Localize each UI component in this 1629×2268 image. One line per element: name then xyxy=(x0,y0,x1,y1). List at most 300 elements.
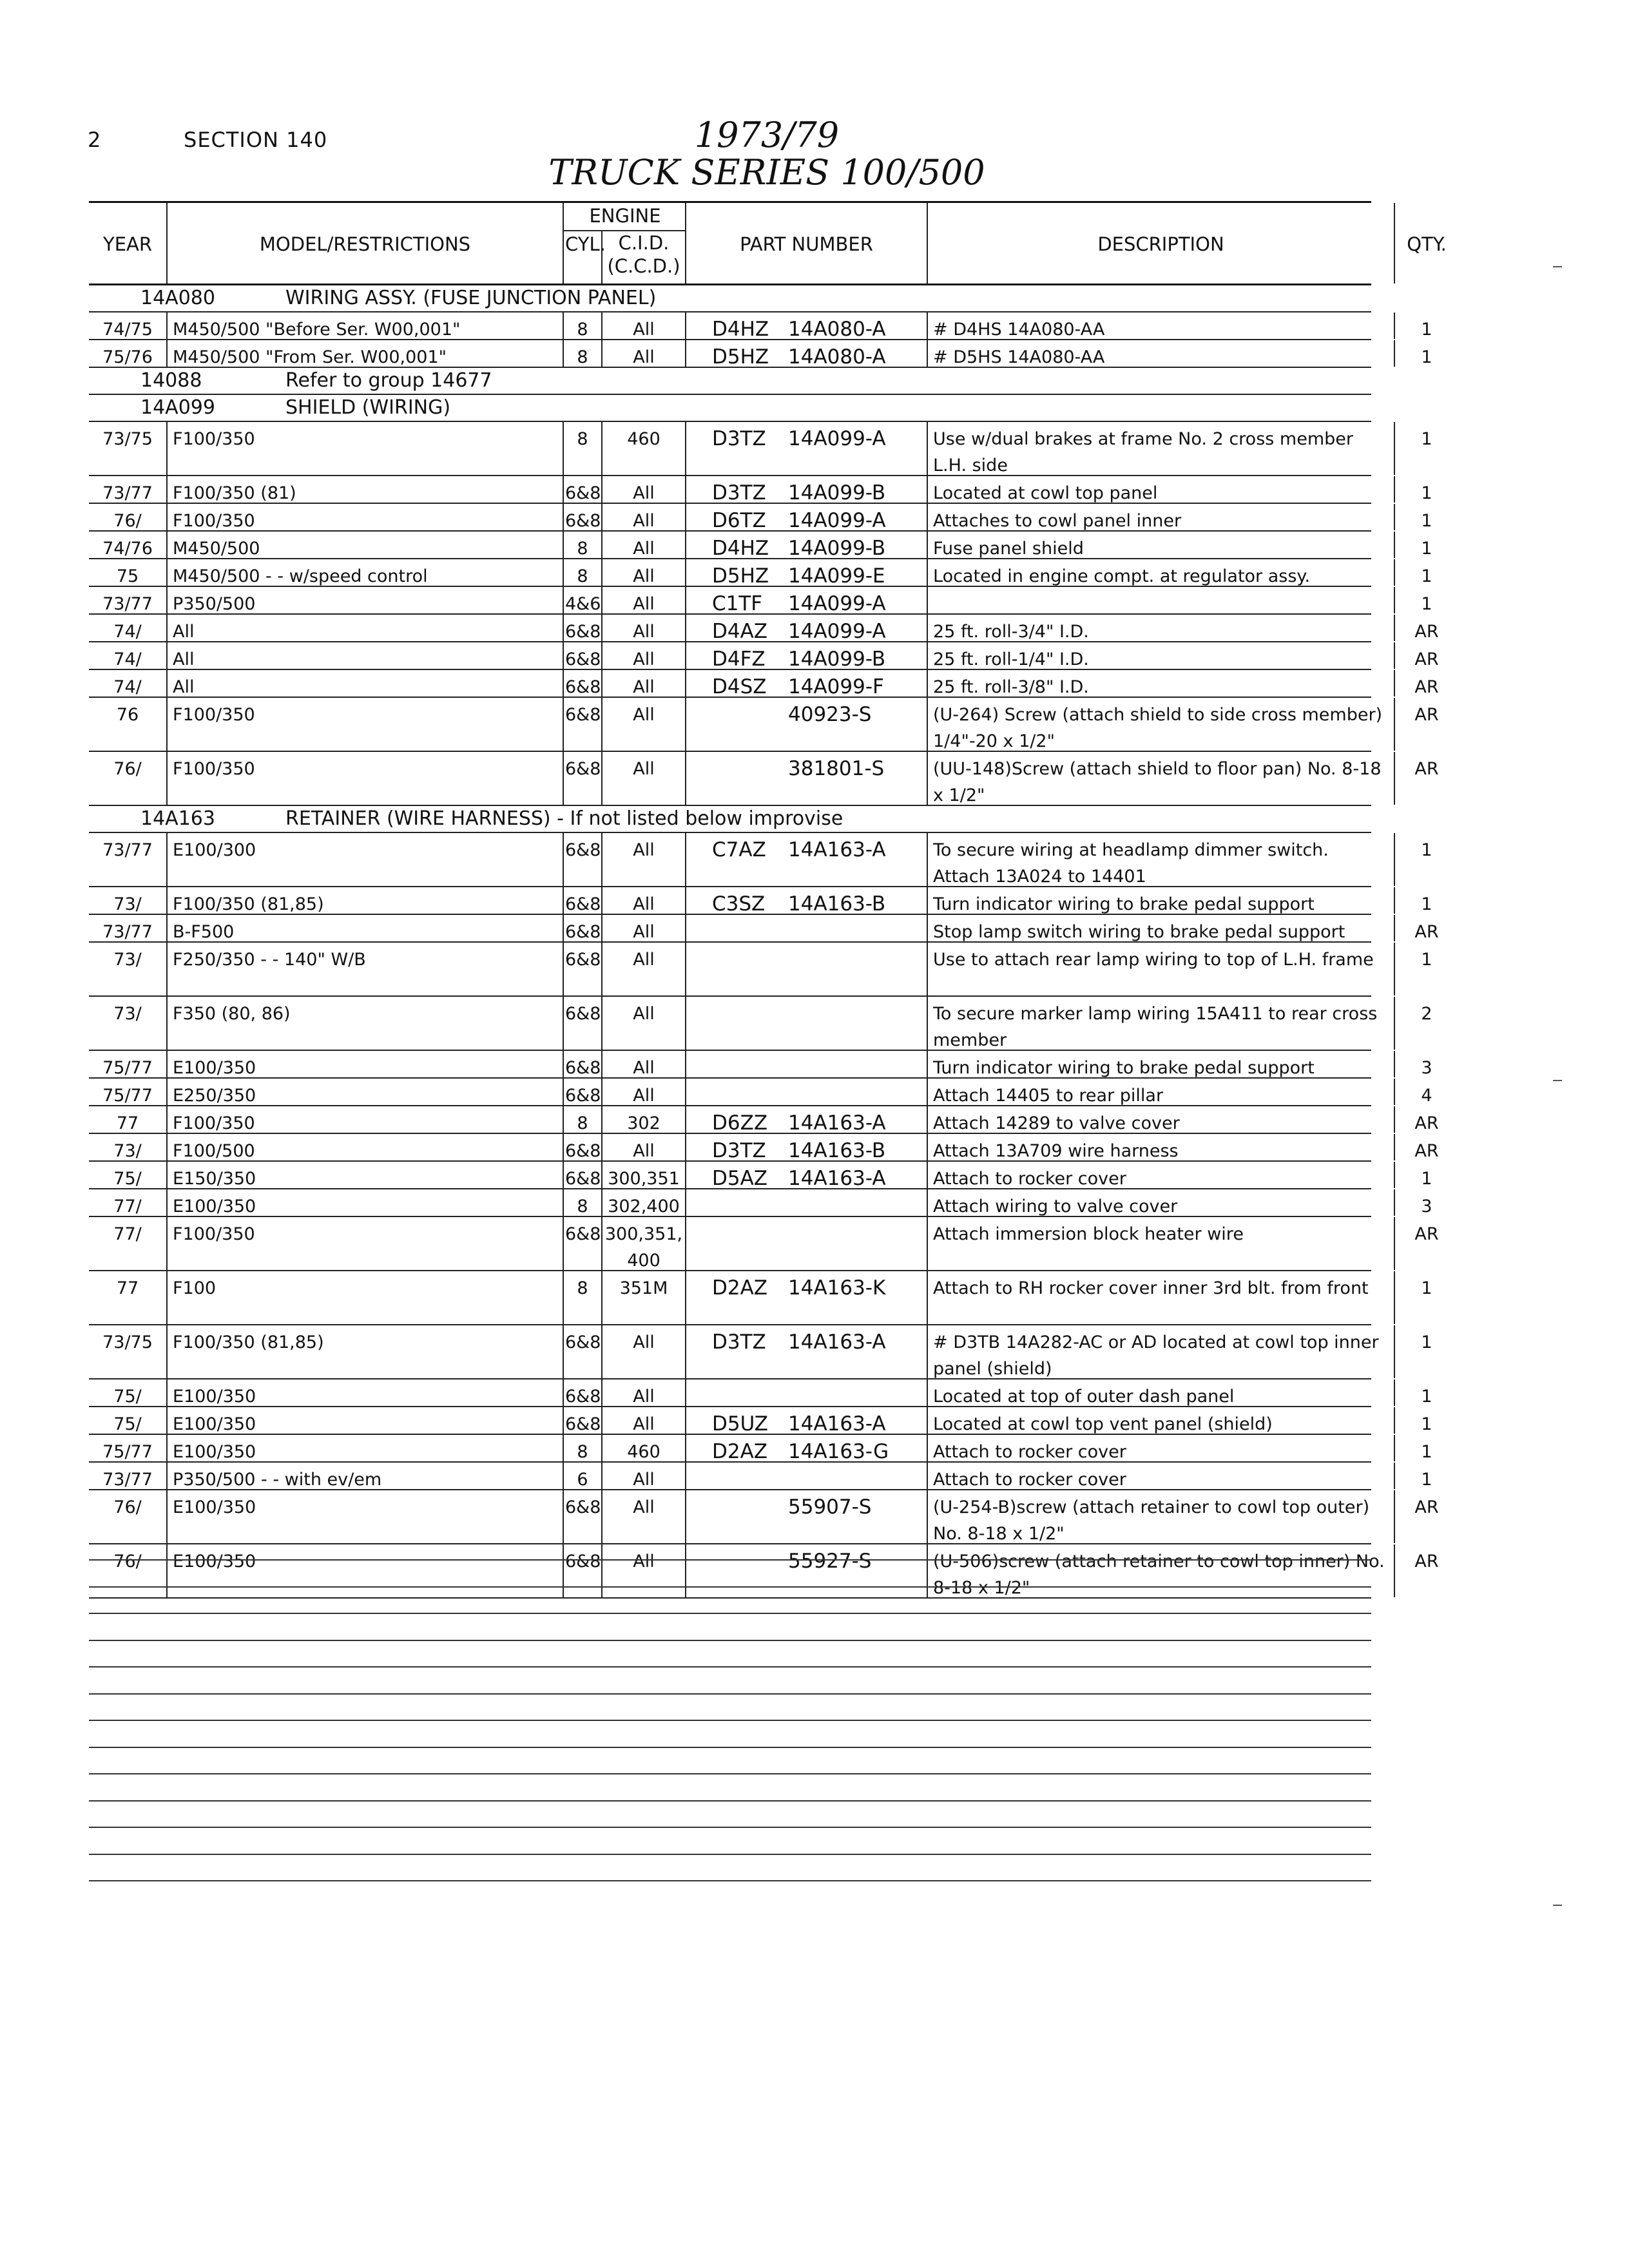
row-part-number: 40923-S xyxy=(788,703,872,726)
row-part-number xyxy=(782,943,927,995)
ruled-line xyxy=(89,1640,1371,1641)
row-code: D4HZ xyxy=(685,312,782,339)
table-body xyxy=(89,285,1439,1599)
row-cyl: 6&8 xyxy=(563,833,601,886)
row-cid: 351M xyxy=(601,1271,685,1324)
row-cid: 300,351, 400 xyxy=(601,1217,685,1270)
row-qty: AR xyxy=(1394,1544,1458,1597)
row-year: 74/ xyxy=(113,622,142,642)
row-model: E150/350 xyxy=(166,1162,563,1188)
row-part-number: 14A163-B xyxy=(788,892,886,916)
row-description: Attach to RH rocker cover inner 3rd blt. from front xyxy=(927,1271,1394,1324)
row-code xyxy=(685,1217,782,1270)
row-cyl: 8 xyxy=(563,422,601,475)
row-year: 77 xyxy=(116,1113,139,1133)
group-title: SHIELD (WIRING) xyxy=(285,396,451,419)
row-model: F100/350 (81,85) xyxy=(166,1325,563,1378)
row-year: 73/77 xyxy=(102,594,153,614)
row-cid: All xyxy=(601,1463,685,1489)
row-year: 73/77 xyxy=(102,922,153,942)
table-row xyxy=(89,1435,1432,1463)
row-part-number xyxy=(782,1051,927,1077)
row-cid: All xyxy=(601,1544,685,1597)
row-model: P350/500 xyxy=(166,587,563,613)
row-code xyxy=(685,997,782,1050)
row-model: F100/500 xyxy=(166,1134,563,1160)
row-qty: 1 xyxy=(1394,504,1458,530)
row-model: M450/500 "Before Ser. W00,001" xyxy=(166,312,563,339)
row-part-number: 14A099-A xyxy=(788,509,886,532)
row-part-number: 14A099-B xyxy=(788,648,886,671)
row-code: D2AZ xyxy=(685,1435,782,1461)
table-row xyxy=(89,1106,1439,1135)
row-model: F100 xyxy=(166,1271,563,1324)
row-model: All xyxy=(166,670,563,697)
row-year: 77 xyxy=(116,1278,139,1298)
row-model: F100/350 xyxy=(166,752,563,805)
row-cid: All xyxy=(601,559,685,586)
row-model: E100/350 xyxy=(166,1379,563,1406)
row-qty: 1 xyxy=(1394,1162,1458,1188)
row-qty: 1 xyxy=(1394,1407,1458,1434)
ruled-line xyxy=(89,1693,1371,1695)
ruled-line xyxy=(89,1880,1371,1881)
row-model: E100/350 xyxy=(166,1189,563,1216)
table-row xyxy=(89,1189,1432,1217)
row-cid: All xyxy=(601,1407,685,1434)
row-description: (U-506)screw (attach retainer to cowl top inner) No. 8-18 x 1/2" xyxy=(927,1544,1394,1597)
row-description: Use to attach rear lamp wiring to top of L.H. frame xyxy=(927,943,1394,995)
row-cid: All xyxy=(601,1051,685,1077)
ruled-line xyxy=(89,1559,1371,1561)
group-header xyxy=(89,285,1371,312)
row-part-number: 14A163-A xyxy=(788,838,886,861)
row-description: Attach wiring to valve cover xyxy=(927,1189,1394,1216)
row-cid: 460 xyxy=(601,1435,685,1461)
row-part-number xyxy=(782,1217,927,1270)
table-row xyxy=(89,1325,1432,1379)
row-code: D5AZ xyxy=(685,1162,782,1188)
row-cyl: 6&8 xyxy=(563,642,601,669)
row-qty: 1 xyxy=(1394,943,1458,995)
row-year: 75 xyxy=(116,566,139,586)
row-year: 76/ xyxy=(113,511,142,531)
table-row xyxy=(89,1051,1432,1079)
row-description: # D4HS 14A080-AA xyxy=(927,312,1394,339)
row-model: M450/500 - - w/speed control xyxy=(166,559,563,586)
row-model: E100/300 xyxy=(166,833,563,886)
row-description: (U-254-B)screw (attach retainer to cowl top outer) No. 8-18 x 1/2" xyxy=(927,1490,1394,1543)
row-code xyxy=(685,915,782,941)
row-code: D5HZ xyxy=(685,559,782,586)
row-description: To secure wiring at headlamp dimmer switch. Attach 13A024 to 14401 xyxy=(927,833,1394,886)
row-cyl: 6&8 xyxy=(563,1325,601,1378)
row-part-number xyxy=(782,1379,927,1406)
row-part-number: 14A080-A xyxy=(788,345,886,369)
row-description: To secure marker lamp wiring 15A411 to rear cross member xyxy=(927,997,1394,1050)
row-code: D4SZ xyxy=(685,670,782,697)
table-row xyxy=(89,587,1432,615)
row-description: 25 ft. roll-3/4" I.D. xyxy=(927,615,1394,641)
ruled-line xyxy=(89,1666,1371,1667)
row-description: Attach 14405 to rear pillar xyxy=(927,1079,1394,1105)
row-description: Located at cowl top vent panel (shield) xyxy=(927,1407,1394,1434)
row-qty: 2 xyxy=(1394,997,1458,1050)
row-code: D4HZ xyxy=(685,532,782,558)
row-qty: AR xyxy=(1394,642,1458,669)
row-qty: 3 xyxy=(1394,1051,1458,1077)
row-model: E100/350 xyxy=(166,1490,563,1543)
margin-mark xyxy=(1553,1905,1562,1906)
row-cyl: 6&8 xyxy=(563,1051,601,1077)
row-cyl: 6&8 xyxy=(563,615,601,641)
row-cyl: 6&8 xyxy=(563,504,601,530)
row-code: D6ZZ xyxy=(685,1106,782,1133)
header-engine: ENGINE xyxy=(563,203,686,231)
row-qty: AR xyxy=(1394,670,1458,697)
row-model: All xyxy=(166,642,563,669)
table-row xyxy=(89,833,1432,887)
table-row xyxy=(89,1271,1432,1325)
row-description: Attach immersion block heater wire xyxy=(927,1217,1394,1270)
row-cyl: 6&8 xyxy=(563,698,601,751)
row-cid: 302,400 xyxy=(601,1189,685,1216)
row-cid: All xyxy=(601,670,685,697)
row-code xyxy=(685,1490,782,1543)
row-cid: All xyxy=(601,340,685,367)
row-model: M450/500 xyxy=(166,532,563,558)
title-series: TRUCK SERIES 100/500 xyxy=(548,152,985,193)
row-part-number: 14A099-B xyxy=(788,481,886,505)
row-year: 76/ xyxy=(113,759,142,779)
row-model: B-F500 xyxy=(166,915,563,941)
row-qty: 1 xyxy=(1394,587,1458,613)
row-model: F100/350 xyxy=(166,504,563,530)
row-qty: 1 xyxy=(1394,1463,1458,1489)
row-code: D4FZ xyxy=(685,642,782,669)
row-model: M450/500 "From Ser. W00,001" xyxy=(166,340,563,367)
row-description: (UU-148)Screw (attach shield to floor pan) No. 8-18 x 1/2" xyxy=(927,752,1394,805)
header-part-number: PART NUMBER xyxy=(685,203,927,284)
row-year: 73/77 xyxy=(102,840,153,860)
row-cid: All xyxy=(601,833,685,886)
row-year: 75/ xyxy=(113,1387,142,1407)
page-number: 2 xyxy=(88,128,102,152)
row-cyl: 6&8 xyxy=(563,915,601,941)
row-cid: All xyxy=(601,615,685,641)
row-part-number xyxy=(782,1463,927,1489)
row-cid: All xyxy=(601,587,685,613)
row-code xyxy=(685,1463,782,1489)
row-year: 77/ xyxy=(113,1196,142,1216)
table-row xyxy=(89,559,1432,588)
header-ccd-label: (C.C.D.) xyxy=(607,255,680,277)
row-description: # D3TB 14A282-AC or AD located at cowl top inner panel (shield) xyxy=(927,1325,1394,1378)
row-cid: 460 xyxy=(601,422,685,475)
group-title: Refer to group 14677 xyxy=(285,369,492,392)
row-model: F100/350 xyxy=(166,1106,563,1133)
row-code xyxy=(685,943,782,995)
row-year: 73/77 xyxy=(102,483,153,503)
row-year: 75/76 xyxy=(102,347,153,367)
row-part-number: 14A163-A xyxy=(788,1111,886,1135)
group-number: 14A163 xyxy=(140,807,215,830)
row-description: Attach to rocker cover xyxy=(927,1435,1394,1461)
row-year: 73/77 xyxy=(102,1470,153,1490)
row-model: F100/350 (81) xyxy=(166,476,563,503)
group-number: 14088 xyxy=(140,369,202,392)
row-code: D5HZ xyxy=(685,340,782,367)
row-cyl: 8 xyxy=(563,1189,601,1216)
row-cyl: 8 xyxy=(563,312,601,339)
row-cyl: 6&8 xyxy=(563,943,601,995)
row-year: 74/76 xyxy=(102,539,153,559)
row-code: C7AZ xyxy=(685,833,782,886)
row-cyl: 6&8 xyxy=(563,752,601,805)
row-qty: AR xyxy=(1394,915,1458,941)
ruled-line xyxy=(89,1773,1371,1774)
title-years: 1973/79 xyxy=(694,115,840,155)
row-part-number: 14A099-A xyxy=(788,427,886,450)
margin-mark xyxy=(1553,266,1562,267)
row-qty: 1 xyxy=(1394,1379,1458,1406)
row-description: (U-264) Screw (attach shield to side cross member) 1/4"-20 x 1/2" xyxy=(927,698,1394,751)
row-description: Turn indicator wiring to brake pedal support xyxy=(927,1051,1394,1077)
row-cyl: 8 xyxy=(563,340,601,367)
row-cid: 300,351 xyxy=(601,1162,685,1188)
row-code: D3TZ xyxy=(685,422,782,475)
row-year: 73/ xyxy=(113,1004,142,1024)
row-part-number: 14A099-B xyxy=(788,537,886,560)
row-year: 74/75 xyxy=(102,320,153,340)
row-part-number: 14A099-E xyxy=(788,564,885,588)
row-qty: AR xyxy=(1394,1106,1458,1133)
parts-table xyxy=(89,201,1447,1599)
row-code xyxy=(685,1079,782,1105)
row-model: E250/350 xyxy=(166,1079,563,1105)
row-code: C3SZ xyxy=(685,887,782,914)
row-qty: 1 xyxy=(1394,833,1458,886)
row-cid: All xyxy=(601,312,685,339)
row-qty: 1 xyxy=(1394,559,1458,586)
row-cid: All xyxy=(601,997,685,1050)
ruled-line xyxy=(89,1854,1371,1855)
row-part-number: 14A080-A xyxy=(788,318,886,341)
row-qty: 1 xyxy=(1394,887,1458,914)
table-row xyxy=(89,915,1439,943)
row-model: P350/500 - - with ev/em xyxy=(166,1463,563,1489)
row-description: Use w/dual brakes at frame No. 2 cross member L.H. side xyxy=(927,422,1394,475)
row-part-number: 55907-S xyxy=(788,1495,872,1519)
header-cyl: CYL. xyxy=(563,230,601,284)
row-cyl: 6&8 xyxy=(563,1490,601,1543)
row-cid: All xyxy=(601,476,685,503)
row-year: 76/ xyxy=(113,1552,142,1571)
row-cyl: 6&8 xyxy=(563,887,601,914)
table-row xyxy=(89,1217,1439,1271)
row-part-number: 55927-S xyxy=(788,1550,872,1573)
row-part-number: 14A163-A xyxy=(788,1331,886,1354)
row-year: 75/77 xyxy=(102,1442,153,1462)
group-number: 14A080 xyxy=(140,287,215,309)
row-description: # D5HS 14A080-AA xyxy=(927,340,1394,367)
row-qty: 1 xyxy=(1394,312,1458,339)
row-description: 25 ft. roll-3/8" I.D. xyxy=(927,670,1394,697)
row-part-number xyxy=(782,1189,927,1216)
row-part-number: 14A099-F xyxy=(788,675,884,698)
row-qty: 1 xyxy=(1394,340,1458,367)
row-cyl: 8 xyxy=(563,1271,601,1324)
header-cid xyxy=(601,230,685,284)
table-header xyxy=(89,201,1447,285)
row-cid: All xyxy=(601,642,685,669)
row-part-number: 14A163-K xyxy=(788,1276,886,1300)
row-year: 73/75 xyxy=(102,429,153,449)
row-year: 76/ xyxy=(113,1497,142,1517)
row-year: 73/ xyxy=(113,950,142,970)
table-row xyxy=(89,1407,1432,1436)
row-part-number: 381801-S xyxy=(788,757,885,780)
table-row xyxy=(89,1544,1439,1599)
row-description: Attach to rocker cover xyxy=(927,1162,1394,1188)
row-qty: 1 xyxy=(1394,1271,1458,1324)
row-code: C1TF xyxy=(685,587,782,613)
row-part-number: 14A163-A xyxy=(788,1167,886,1190)
table-row xyxy=(89,887,1432,916)
row-cid: All xyxy=(601,1134,685,1160)
table-row xyxy=(89,1379,1432,1407)
row-qty: 1 xyxy=(1394,422,1458,475)
row-code: D3TZ xyxy=(685,1325,782,1378)
row-code: D2AZ xyxy=(685,1271,782,1324)
row-year: 76 xyxy=(116,705,139,725)
row-qty: AR xyxy=(1394,615,1458,641)
row-year: 75/77 xyxy=(102,1058,153,1078)
row-code xyxy=(685,1051,782,1077)
table-row xyxy=(89,997,1432,1051)
row-qty: 4 xyxy=(1394,1079,1458,1105)
row-cid: All xyxy=(601,1325,685,1378)
row-cid: All xyxy=(601,752,685,805)
row-code: D6TZ xyxy=(685,504,782,530)
margin-mark xyxy=(1553,1080,1562,1081)
row-cyl: 6&8 xyxy=(563,1379,601,1406)
group-title: RETAINER (WIRE HARNESS) - If not listed below improvise xyxy=(285,807,843,830)
ruled-line xyxy=(89,1747,1371,1748)
row-cid: All xyxy=(601,532,685,558)
row-description: Attach 13A709 wire harness xyxy=(927,1134,1394,1160)
row-year: 73/ xyxy=(113,1141,142,1161)
row-model: All xyxy=(166,615,563,641)
row-year: 73/ xyxy=(113,894,142,914)
row-cyl: 6&8 xyxy=(563,1162,601,1188)
row-qty: AR xyxy=(1394,698,1458,751)
row-code xyxy=(685,1379,782,1406)
row-qty: AR xyxy=(1394,752,1458,805)
row-cyl: 8 xyxy=(563,1435,601,1461)
row-year: 77/ xyxy=(113,1224,142,1244)
row-code xyxy=(685,1544,782,1597)
row-model: F100/350 (81,85) xyxy=(166,887,563,914)
row-model: E100/350 xyxy=(166,1435,563,1461)
group-header xyxy=(89,368,1371,395)
row-part-number xyxy=(782,997,927,1050)
row-code xyxy=(685,752,782,805)
row-year: 74/ xyxy=(113,649,142,669)
ruled-line xyxy=(89,1586,1371,1588)
table-row xyxy=(89,504,1432,532)
row-model: F250/350 - - 140" W/B xyxy=(166,943,563,995)
header-model: MODEL/RESTRICTIONS xyxy=(166,203,563,284)
row-code: D3TZ xyxy=(685,1134,782,1160)
row-cyl: 6&8 xyxy=(563,476,601,503)
row-cyl: 6&8 xyxy=(563,1134,601,1160)
table-row xyxy=(89,340,1432,369)
row-cyl: 6&8 xyxy=(563,997,601,1050)
row-year: 75/77 xyxy=(102,1086,153,1106)
header-qty: QTY. xyxy=(1394,203,1458,284)
row-qty: AR xyxy=(1394,1134,1458,1160)
section-label: SECTION 140 xyxy=(184,128,328,152)
row-code xyxy=(685,698,782,751)
row-code: D5UZ xyxy=(685,1407,782,1434)
row-part-number xyxy=(782,915,927,941)
row-code xyxy=(685,1189,782,1216)
row-cid: All xyxy=(601,698,685,751)
row-description: Attach to rocker cover xyxy=(927,1463,1394,1489)
row-model: E100/350 xyxy=(166,1407,563,1434)
row-year: 74/ xyxy=(113,677,142,697)
row-description: Attaches to cowl panel inner xyxy=(927,504,1394,530)
row-qty: 3 xyxy=(1394,1189,1458,1216)
row-qty: AR xyxy=(1394,1490,1458,1543)
row-code: D4AZ xyxy=(685,615,782,641)
row-qty: 1 xyxy=(1394,476,1458,503)
row-model: E100/350 xyxy=(166,1051,563,1077)
table-row xyxy=(89,752,1439,806)
header-cid-label: C.I.D. xyxy=(618,232,670,254)
row-part-number: 14A163-B xyxy=(788,1139,886,1162)
row-cid: All xyxy=(601,1379,685,1406)
group-title: WIRING ASSY. (FUSE JUNCTION PANEL) xyxy=(285,287,657,309)
row-part-number: 14A099-A xyxy=(788,620,886,643)
row-description: Located at cowl top panel xyxy=(927,476,1394,503)
row-cyl: 6&8 xyxy=(563,670,601,697)
row-qty: 1 xyxy=(1394,532,1458,558)
row-cyl: 8 xyxy=(563,1106,601,1133)
row-model: F100/350 xyxy=(166,422,563,475)
row-code: D3TZ xyxy=(685,476,782,503)
row-model: F350 (80, 86) xyxy=(166,997,563,1050)
table-row xyxy=(89,422,1432,476)
row-cid: All xyxy=(601,915,685,941)
table-row xyxy=(89,615,1439,643)
ruled-line xyxy=(89,1827,1371,1828)
row-model: E100/350 xyxy=(166,1544,563,1597)
row-description: Located at top of outer dash panel xyxy=(927,1379,1394,1406)
header-description: DESCRIPTION xyxy=(927,203,1394,284)
row-part-number xyxy=(782,1079,927,1105)
table-row xyxy=(89,1463,1432,1490)
table-row xyxy=(89,1490,1439,1544)
row-cid: All xyxy=(601,1079,685,1105)
row-cid: All xyxy=(601,887,685,914)
row-year: 73/75 xyxy=(102,1332,153,1352)
row-description: Located in engine compt. at regulator assy. xyxy=(927,559,1394,586)
table-row xyxy=(89,642,1439,671)
row-cyl: 4&6 xyxy=(563,587,601,613)
row-model: F100/350 xyxy=(166,1217,563,1270)
